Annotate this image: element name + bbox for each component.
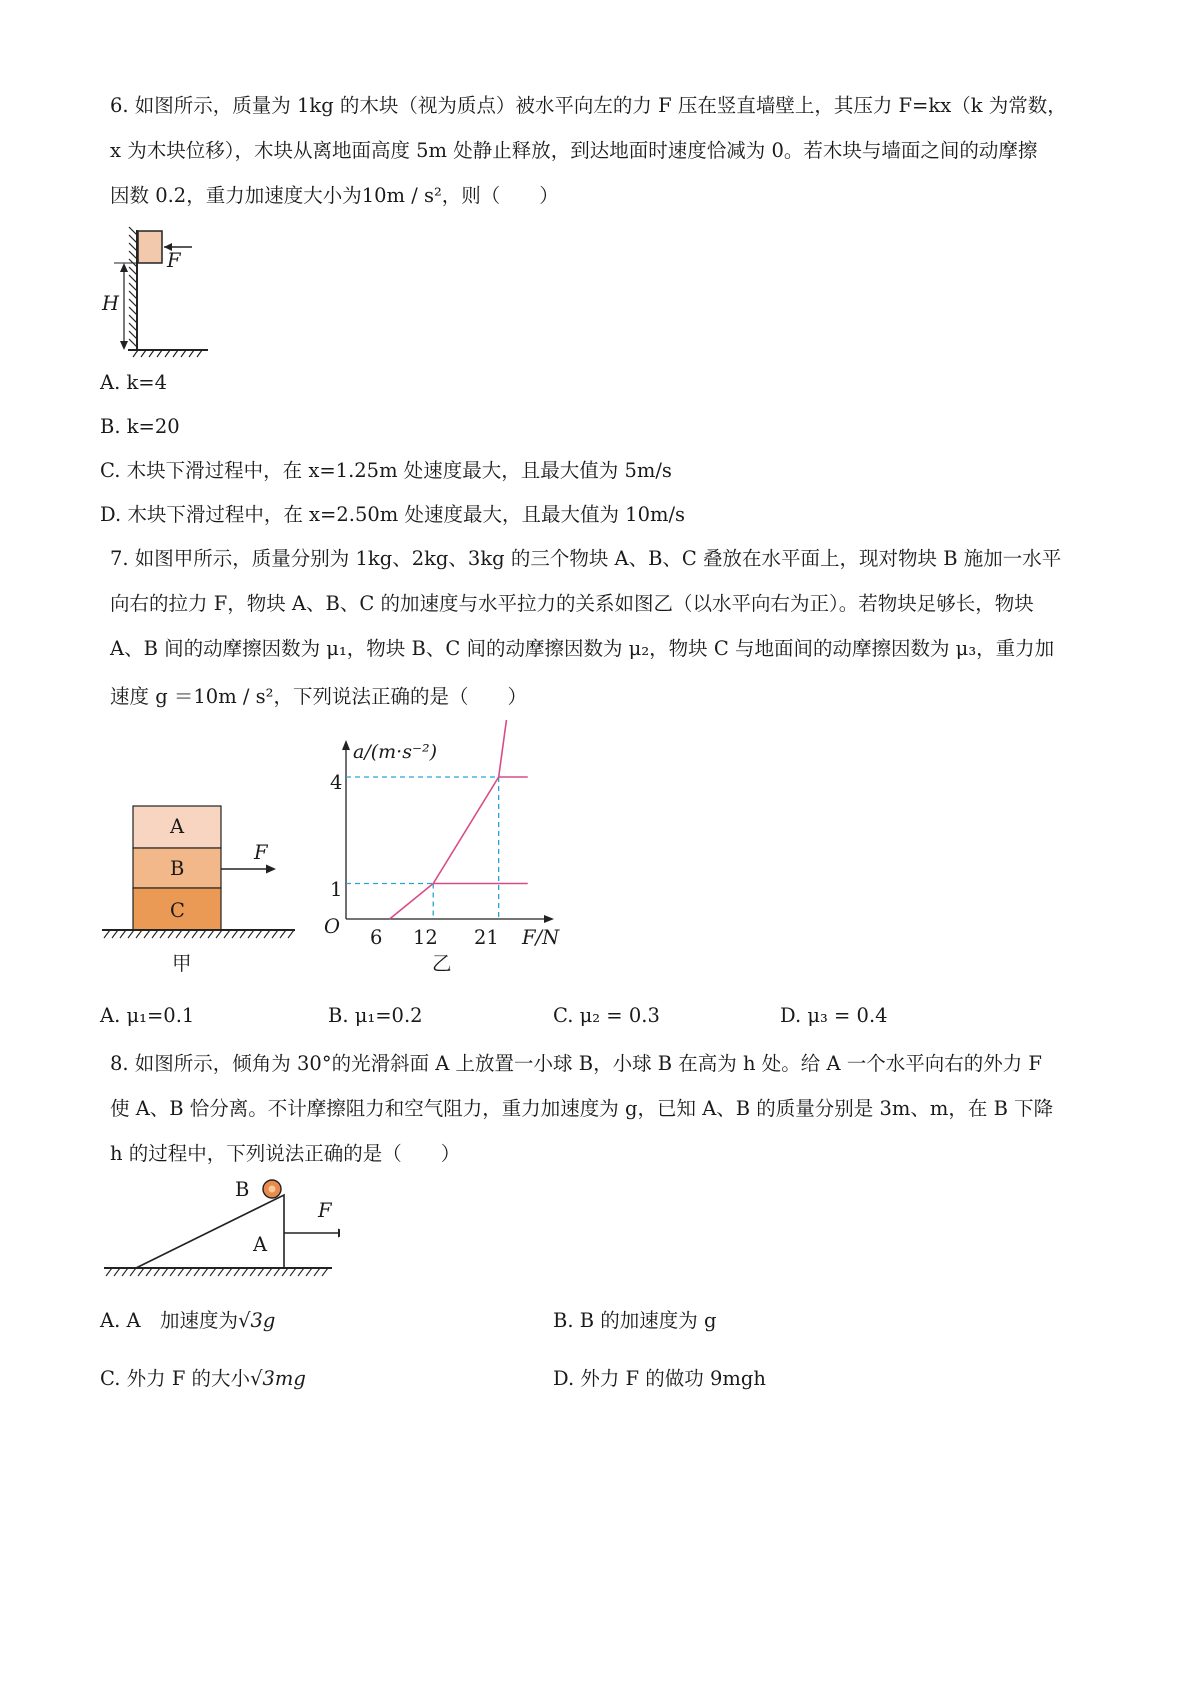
q7-line-4: 速度 g ＝10m / s²，下列说法正确的是（ ） (110, 685, 527, 708)
chart-xlabel: F/N (522, 926, 560, 949)
q6-option-c: C. 木块下滑过程中，在 x=1.25m 处速度最大，且最大值为 5m/s (100, 459, 672, 482)
q6-force-label: F (167, 249, 181, 272)
q7-line-2: 向右的拉力 F，物块 A、B、C 的加速度与水平拉力的关系如图乙（以水平向右为正）。若物块足够长，物块 (110, 592, 1034, 615)
q7-option-b: B. μ₁=0.2 (328, 1004, 423, 1027)
x-tick-6: 6 (370, 926, 383, 949)
q6-option-a: A. k=4 (100, 371, 168, 394)
q8-option-c-math: √3mg (250, 1367, 306, 1390)
q8-line-2: 使 A、B 恰分离。不计摩擦阻力和空气阻力，重力加速度为 g，已知 A、B 的质量分别是 3m、m，在 B 下降 (110, 1097, 1054, 1120)
q7-option-d: D. μ₃ = 0.4 (780, 1004, 888, 1027)
q6-line-2: x 为木块位移），木块从离地面高度 5m 处静止释放，到达地面时速度恰减为 0。若木块与墙面之间的动摩擦 (110, 139, 1038, 162)
q8-line-3: h 的过程中，下列说法正确的是（ ） (110, 1142, 461, 1165)
chart-ylabel: a/(m·s⁻²) (353, 741, 438, 763)
q6-line-1: 6. 如图所示，质量为 1kg 的木块（视为质点）被水平向左的力 F 压在竖直墙壁上，其压力 F=kx（k 为常数， (110, 94, 1067, 117)
q6-option-d: D. 木块下滑过程中，在 x=2.50m 处速度最大，且最大值为 10m/s (100, 503, 686, 526)
x-tick-21: 21 (474, 926, 499, 949)
caption-jia: 甲 (172, 952, 192, 975)
q8-force-label: F (318, 1199, 332, 1222)
q8-option-a-math: √3g (238, 1309, 276, 1332)
block-c-label: C (170, 899, 185, 922)
q7-option-a: A. μ₁=0.1 (100, 1004, 195, 1027)
chart-origin: O (324, 915, 340, 938)
caption-yi: 乙 (432, 952, 452, 975)
q8-option-c (100, 1365, 306, 1393)
y-tick-1: 1 (330, 878, 343, 901)
q7-option-c: C. μ₂ = 0.3 (553, 1004, 660, 1027)
block-b-label: B (170, 857, 185, 880)
incline-a-label: A (253, 1233, 268, 1256)
q6-line-3: 因数 0.2，重力加速度大小为10m / s²，则（ ） (110, 184, 559, 207)
q7-force-label: F (254, 841, 268, 864)
x-tick-12: 12 (413, 926, 438, 949)
q6-option-b: B. k=20 (100, 415, 180, 438)
q8-option-a-text: A. A 加速度为 (100, 1309, 239, 1332)
y-tick-4: 4 (330, 771, 343, 794)
q8-option-b: B. B 的加速度为 g (553, 1309, 717, 1332)
q7-blocks-figure (100, 800, 300, 945)
q8-incline-figure (100, 1172, 340, 1287)
q8-line-1: 8. 如图所示，倾角为 30°的光滑斜面 A 上放置一小球 B，小球 B 在高为 h 处。给 A 一个水平向右的外力 F (110, 1052, 1042, 1075)
q8-option-a (100, 1307, 275, 1335)
q8-option-c-text: C. 外力 F 的大小 (100, 1367, 251, 1390)
ball-b-label: B (235, 1178, 250, 1201)
q6-height-label: H (102, 292, 120, 315)
block-a-label: A (170, 815, 185, 838)
q8-option-d: D. 外力 F 的做功 9mgh (553, 1367, 766, 1390)
q7-line-3: A、B 间的动摩擦因数为 μ₁，物块 B、C 间的动摩擦因数为 μ₂，物块 C 与地面间的动摩擦因数为 μ₃，重力加 (110, 637, 1055, 660)
q7-line-1: 7. 如图甲所示，质量分别为 1kg、2kg、3kg 的三个物块 A、B、C 叠放在水平面上，现对物块 B 施加一水平 (110, 547, 1062, 570)
